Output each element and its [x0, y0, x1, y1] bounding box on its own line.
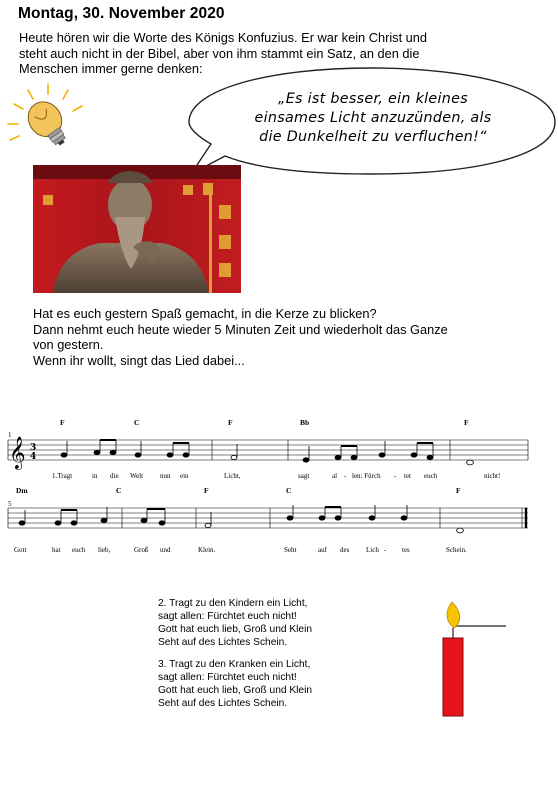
- sheet-music: [0, 410, 558, 560]
- verse-line: Seht auf des Lichtes Schein.: [158, 637, 288, 648]
- verse-3: [158, 658, 312, 710]
- lyric-syllable: hat: [52, 546, 61, 554]
- lyric-syllable: lieb,: [98, 546, 111, 554]
- chord-symbol: Dm: [16, 486, 28, 495]
- quote-line: einsames Licht anzuzünden, als: [254, 110, 492, 126]
- chord-symbol: F: [464, 418, 469, 427]
- lyric-syllable: sagt: [298, 472, 310, 480]
- chord-symbol: F: [456, 486, 461, 495]
- lyric-syllable: Lich: [366, 546, 379, 554]
- lyric-syllable: die: [110, 472, 119, 480]
- instruction-line: Hat es euch gestern Spaß gemacht, in die Kerze zu blicken?: [33, 306, 377, 321]
- intro-line: Heute hören wir die Worte des Königs Konfuzius. Er war kein Christ und: [19, 30, 428, 45]
- lyric-syllable: -: [384, 546, 387, 554]
- chord-symbol: Bb: [300, 418, 310, 427]
- lyric-syllable: len: Fürch: [352, 472, 381, 480]
- verse-line: Seht auf des Lichtes Schein.: [158, 698, 288, 709]
- measure-number: 5: [8, 500, 12, 508]
- chord-symbol: C: [286, 486, 292, 495]
- staff-row-2: [8, 486, 528, 554]
- lyric-syllable: ein: [180, 472, 189, 480]
- lyric-syllable: auf: [318, 546, 327, 554]
- page-title: Montag, 30. November 2020: [18, 5, 225, 22]
- verse-line: sagt allen: Fürchtet euch nicht!: [158, 672, 297, 683]
- confucius-statue-image: [33, 165, 241, 293]
- verse-line: 3. Tragt zu den Kranken ein Licht,: [158, 659, 311, 670]
- lyric-syllable: -: [344, 472, 347, 480]
- candle-icon: [418, 600, 508, 718]
- lyric-syllable: und: [160, 546, 171, 554]
- lyric-syllable: tet: [404, 472, 411, 480]
- svg-text:3: 3: [30, 443, 37, 453]
- verse-line: Gott hat euch lieb, Groß und Klein: [158, 685, 313, 696]
- lyric-syllable: Gott: [14, 546, 27, 554]
- svg-text:4: 4: [30, 452, 37, 462]
- intro-line: Menschen immer gerne denken:: [19, 61, 203, 77]
- chord-symbol: C: [116, 486, 122, 495]
- measure-number: 1: [8, 431, 12, 439]
- verse-2: [158, 597, 312, 649]
- intro-line: steht auch nicht in der Bibel, aber von ihm stammt ein Satz, an den die: [19, 45, 420, 61]
- lyric-syllable: des: [340, 546, 350, 554]
- staff-row-1: [8, 418, 528, 480]
- quote-line: „Es ist besser, ein kleines: [277, 91, 469, 107]
- lyric-syllable: Welt: [130, 472, 144, 480]
- lyric-syllable: nun: [160, 472, 171, 480]
- lyric-syllable: -: [394, 472, 397, 480]
- quote-line: die Dunkelheit zu verfluchen!“: [259, 129, 487, 145]
- verse-line: sagt allen: Fürchtet euch nicht!: [158, 611, 297, 622]
- chord-symbol: F: [228, 418, 233, 427]
- lyric-syllable: nicht!: [484, 472, 501, 480]
- lyric-syllable: euch: [72, 546, 86, 554]
- treble-clef-icon: 𝄞: [9, 436, 26, 469]
- instruction-line: Wenn ihr wollt, singt das Lied dabei...: [33, 352, 245, 368]
- instruction-paragraph: [33, 306, 513, 368]
- verse-line: Gott hat euch lieb, Groß und Klein: [158, 624, 313, 635]
- lyric-syllable: tes: [402, 546, 410, 554]
- chord-symbol: F: [60, 418, 65, 427]
- lyric-syllable: Schein.: [446, 546, 467, 554]
- lyric-syllable: al: [332, 472, 338, 480]
- instruction-line: Dann nehmt euch heute wieder 5 Minuten Zeit und wiederholt das Ganze: [33, 321, 448, 337]
- lyric-syllable: Klein.: [198, 546, 216, 554]
- lyric-syllable: 1.Tragt: [52, 472, 73, 480]
- lyric-syllable: in: [92, 472, 98, 480]
- lyric-syllable: euch: [424, 472, 438, 480]
- instruction-line: von gestern.: [33, 337, 104, 353]
- chord-symbol: C: [134, 418, 140, 427]
- lyric-syllable: Groß: [134, 546, 149, 554]
- quote-text: [228, 90, 518, 147]
- lyric-syllable: Licht,: [224, 472, 241, 480]
- chord-symbol: F: [204, 486, 209, 495]
- lyric-syllable: Seht: [284, 546, 297, 554]
- lightbulb-icon: [4, 80, 94, 170]
- verse-line: 2. Tragt zu den Kindern ein Licht,: [158, 598, 308, 609]
